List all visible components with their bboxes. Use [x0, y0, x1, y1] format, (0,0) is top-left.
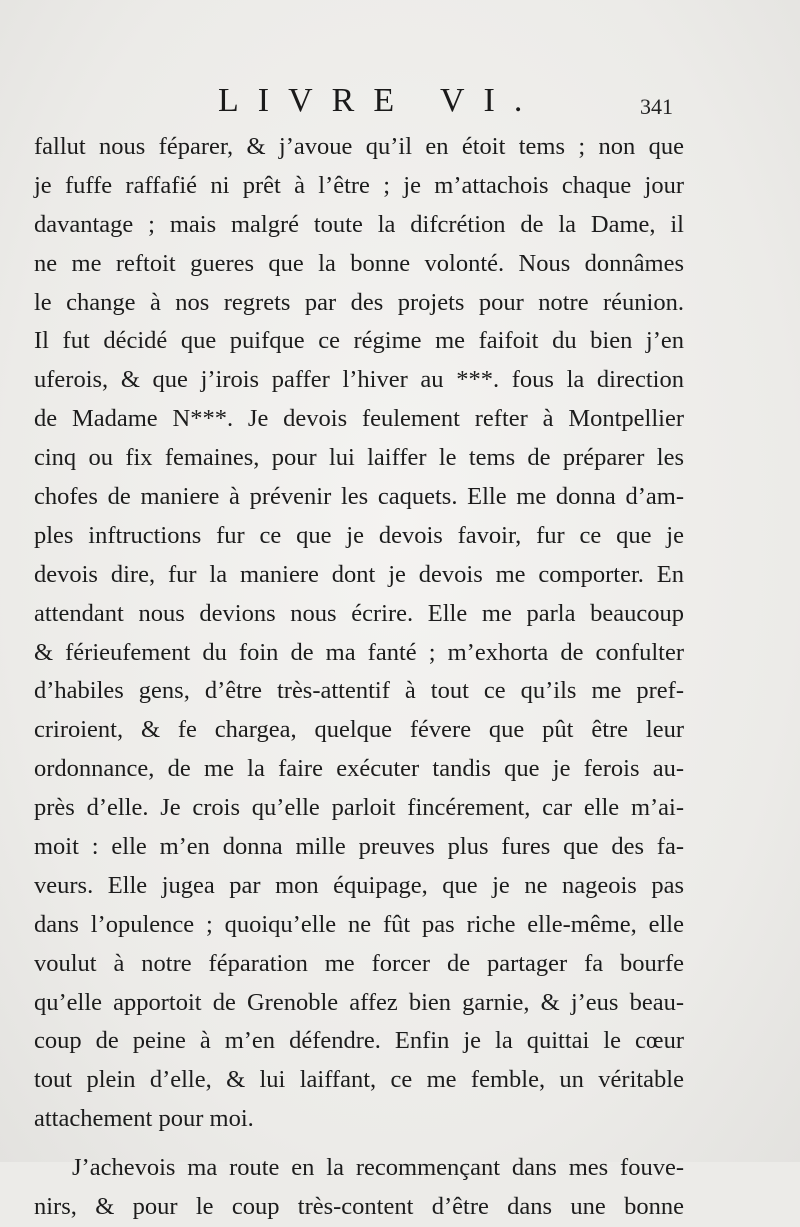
- text-line: le change à nos regrets par des projets pour notre réunion.: [34, 288, 684, 316]
- text-line: chofes de maniere à prévenir les caquets. Elle me donna d’am-: [34, 483, 684, 511]
- text-line: Il fut décidé que puifque ce régime me faifoit du bien j’en: [34, 327, 684, 355]
- text-line: qu’elle apportoit de Grenoble affez bien garnie, & j’eus beau-: [34, 988, 684, 1016]
- text-line: uferois, & que j’irois paffer l’hiver au ***. fous la direction: [34, 366, 684, 394]
- text-line: d’habiles gens, d’être très-attentif à tout ce qu’ils me pref-: [34, 677, 684, 705]
- text-line: coup de peine à m’en défendre. Enfin je la quittai le cœur: [34, 1027, 684, 1055]
- text-line: ordonnance, de me la faire exécuter tandis que je ferois au-: [34, 755, 684, 783]
- paragraph-2: [34, 1149, 684, 1227]
- paragraph-1: [34, 128, 684, 1139]
- text-line: J’achevois ma route en la recommençant dans mes fouve-: [72, 1154, 684, 1182]
- text-line: ne me reftoit gueres que la bonne volonté. Nous donnâmes: [34, 249, 684, 277]
- page-number: 341: [640, 94, 673, 119]
- running-head: [0, 82, 800, 132]
- text-line: nirs, & pour le coup très-content d’être dans une bonne: [34, 1193, 684, 1221]
- text-line: cinq ou fix femaines, pour lui laiffer le tems de préparer les: [34, 444, 684, 472]
- text-line: tout plein d’elle, & lui laiffant, ce me femble, un véritable: [34, 1066, 684, 1094]
- chapter-header: LIVRE VI.: [218, 82, 542, 119]
- text-line: moit : elle m’en donna mille preuves plus fures que des fa-: [34, 833, 684, 861]
- text-line: fallut nous féparer, & j’avoue qu’il en étoit tems ; non que: [34, 133, 684, 160]
- text-line: devois dire, fur la maniere dont je devois me comporter. En: [34, 560, 684, 588]
- text-line: criroient, & fe chargea, quelque févere que pût être leur: [34, 716, 684, 744]
- text-line: & férieufement du foin de ma fanté ; m’exhorta de confulter: [34, 638, 684, 666]
- text-line: davantage ; mais malgré toute la difcrétion de la Dame, il: [34, 210, 684, 238]
- text-line: de Madame N***. Je devois feulement refter à Montpellier: [34, 405, 684, 433]
- text-line: ples inftructions fur ce que je devois favoir, fur ce que je: [34, 521, 684, 549]
- text-line: attachement pour moi.: [34, 1105, 254, 1133]
- text-line: dans l’opulence ; quoiqu’elle ne fût pas riche elle-même, elle: [34, 910, 684, 938]
- text-line: voulut à notre féparation me forcer de partager fa bourfe: [34, 949, 684, 977]
- paragraph-spacer: [34, 1139, 684, 1149]
- text-line: près d’elle. Je crois qu’elle parloit fincérement, car elle m’ai-: [34, 794, 684, 822]
- text-line: attendant nous devions nous écrire. Elle me parla beaucoup: [34, 599, 684, 627]
- text-line: je fuffe raffafié ni prêt à l’être ; je m’attachois chaque jour: [34, 171, 684, 199]
- text-line: veurs. Elle jugea par mon équipage, que je ne nageois pas: [34, 871, 684, 899]
- body-text: [34, 128, 684, 1227]
